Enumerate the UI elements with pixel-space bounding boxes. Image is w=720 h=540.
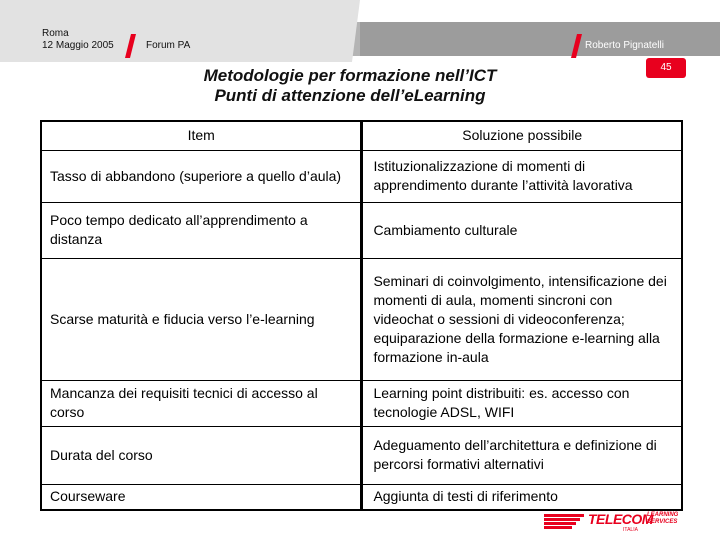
header-author: Roberto Pignatelli [585, 40, 664, 51]
header-date: 12 Maggio 2005 [42, 40, 114, 51]
table-row [41, 426, 682, 484]
row-item: Courseware [41, 484, 362, 510]
row-item: Poco tempo dedicato all’apprendimento a distanza [41, 202, 362, 258]
header-event: Forum PA [146, 40, 191, 51]
logo-tagline-1: LEARNING [647, 512, 679, 518]
row-solution: Cambiamento culturale [362, 202, 682, 258]
title-line-2: Punti di attenzione dell’eLearning [214, 86, 486, 105]
title-line-1: Metodologie per formazione nell’ICT [203, 66, 497, 85]
logo-stripes-icon [544, 514, 584, 530]
row-item: Durata del corso [41, 426, 362, 484]
logo-tagline-2: SERVICES [647, 519, 678, 525]
row-solution: Learning point distribuiti: es. accesso con tecnologie ADSL, WIFI [362, 380, 682, 426]
table-row [41, 380, 682, 426]
header-item: Item [41, 121, 362, 150]
row-solution: Adeguamento dell’architettura e definizione di percorsi formativi alternativi [362, 426, 682, 484]
logo-sub: ITALIA [623, 527, 638, 533]
row-item: Scarse maturità e fiducia verso l’e-learning [41, 258, 362, 380]
table-header-row [41, 121, 682, 150]
header-solution: Soluzione possibile [462, 127, 583, 144]
row-item: Mancanza dei requisiti tecnici di accesso al corso [41, 380, 362, 426]
header-band-right [360, 22, 720, 56]
table-row [41, 150, 682, 202]
row-solution: Seminari di coinvolgimento, intensificazione dei momenti di aula, momenti sincroni con videochat o sessioni di videoconferenza; equiparazione della formazione e-learning alla formazione in-aula [362, 258, 682, 380]
row-solution: Aggiunta di testi di riferimento [362, 484, 682, 510]
telecom-logo [544, 510, 689, 534]
logo-name: TELECOM [588, 511, 653, 527]
table-row [41, 484, 682, 510]
slide-title [160, 66, 540, 106]
header-city: Roma [42, 28, 69, 39]
page-number: 45 [646, 58, 686, 78]
row-item: Tasso di abbandono (superiore a quello d’aula) [41, 150, 362, 202]
attention-points-table [40, 120, 683, 511]
table-row [41, 202, 682, 258]
logo-tagline [647, 512, 678, 526]
table-row [41, 258, 682, 380]
row-solution: Istituzionalizzazione di momenti di apprendimento durante l’attività lavorativa [362, 150, 682, 202]
